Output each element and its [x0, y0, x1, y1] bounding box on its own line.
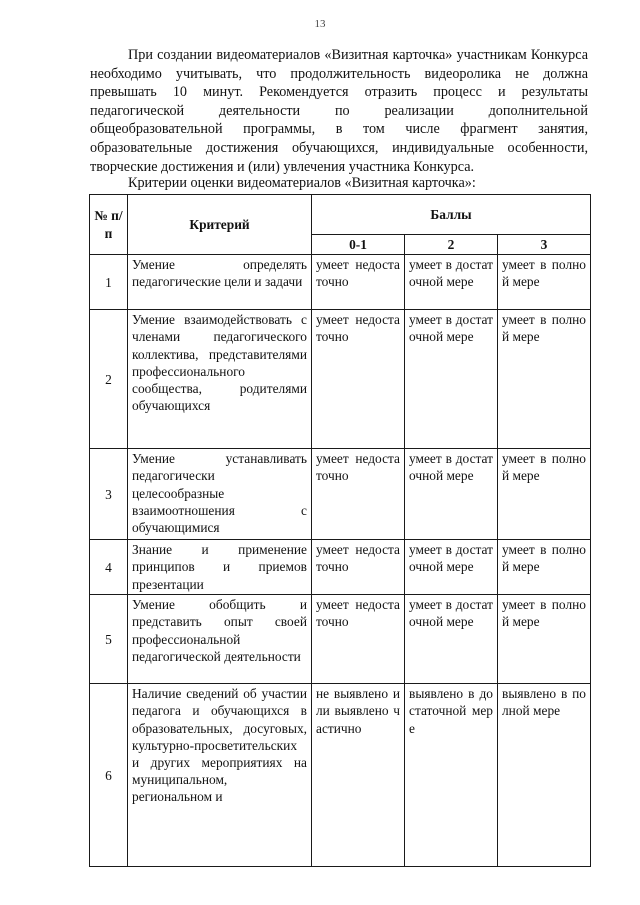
row-score-0-1: умеет недостаточно	[312, 449, 405, 540]
row-score-3: умеет в полной мере	[498, 310, 591, 449]
row-score-3: умеет в полной мере	[498, 595, 591, 684]
criteria-table	[89, 194, 591, 867]
row-score-2: умеет в достаточной мере	[405, 540, 498, 595]
row-score-0-1: умеет недостаточно	[312, 540, 405, 595]
table-row	[90, 310, 591, 449]
table-row	[90, 595, 591, 684]
row-num: 1	[90, 255, 128, 310]
header-score-0-1: 0-1	[312, 235, 405, 255]
row-score-2: умеет в достаточной мере	[405, 255, 498, 310]
row-score-2: умеет в достаточной мере	[405, 310, 498, 449]
table-caption: Критерии оценки видеоматериалов «Визитная карточка»:	[128, 175, 476, 191]
row-score-0-1: умеет недостаточно	[312, 595, 405, 684]
header-criterion: Критерий	[128, 195, 312, 255]
row-score-2: выявлено в достаточной мере	[405, 684, 498, 867]
row-num: 5	[90, 595, 128, 684]
row-score-2: умеет в достаточной мере	[405, 449, 498, 540]
header-score-2: 2	[405, 235, 498, 255]
row-score-3: умеет в полной мере	[498, 449, 591, 540]
row-criterion: Умение взаимодействовать с членами педагогического коллектива, представителями профессионального сообщества, родителями обучающихся	[128, 310, 312, 449]
intro-paragraph: При создании видеоматериалов «Визитная карточка» участникам Конкурса необходимо учитывать, что продолжительность видеоролика не должна превышать 10 минут. Рекомендуется отразить процесс и результаты педагогической деятельности по реализации дополнительной общеобразовательной программы, в том числе фрагмент занятия, образовательные достижения обучающихся, индивидуальные особенности, творческие достижения и (или) увлечения участника Конкурса.	[90, 47, 588, 175]
row-score-3: умеет в полной мере	[498, 255, 591, 310]
header-score-3: 3	[498, 235, 591, 255]
row-score-3: выявлено в полной мере	[498, 684, 591, 867]
row-score-3: умеет в полной мере	[498, 540, 591, 595]
table-row	[90, 255, 591, 310]
row-criterion: Знание и применение принципов и приемов презентации	[128, 540, 312, 595]
row-criterion: Умение устанавливать педагогически целесообразные взаимоотношения с обучающимися	[128, 449, 312, 540]
row-num: 3	[90, 449, 128, 540]
table-row	[90, 540, 591, 595]
row-score-0-1: не выявлено или выявлено частично	[312, 684, 405, 867]
row-num: 6	[90, 684, 128, 867]
header-points: Баллы	[312, 195, 591, 235]
row-criterion: Умение определять педагогические цели и задачи	[128, 255, 312, 310]
row-score-0-1: умеет недостаточно	[312, 310, 405, 449]
row-criterion: Наличие сведений об участии педагога и обучающихся в образовательных, досуговых, культурно-просветительских и других мероприятиях на муниципальном, региональном и	[128, 684, 312, 867]
row-num: 2	[90, 310, 128, 449]
row-score-2: умеет в достаточной мере	[405, 595, 498, 684]
table-row	[90, 449, 591, 540]
row-score-0-1: умеет недостаточно	[312, 255, 405, 310]
row-criterion: Умение обобщить и представить опыт своей профессиональной педагогической деятельности	[128, 595, 312, 684]
header-num: № п/п	[90, 195, 128, 255]
row-num: 4	[90, 540, 128, 595]
page-number: 13	[314, 18, 326, 30]
table-row	[90, 684, 591, 867]
